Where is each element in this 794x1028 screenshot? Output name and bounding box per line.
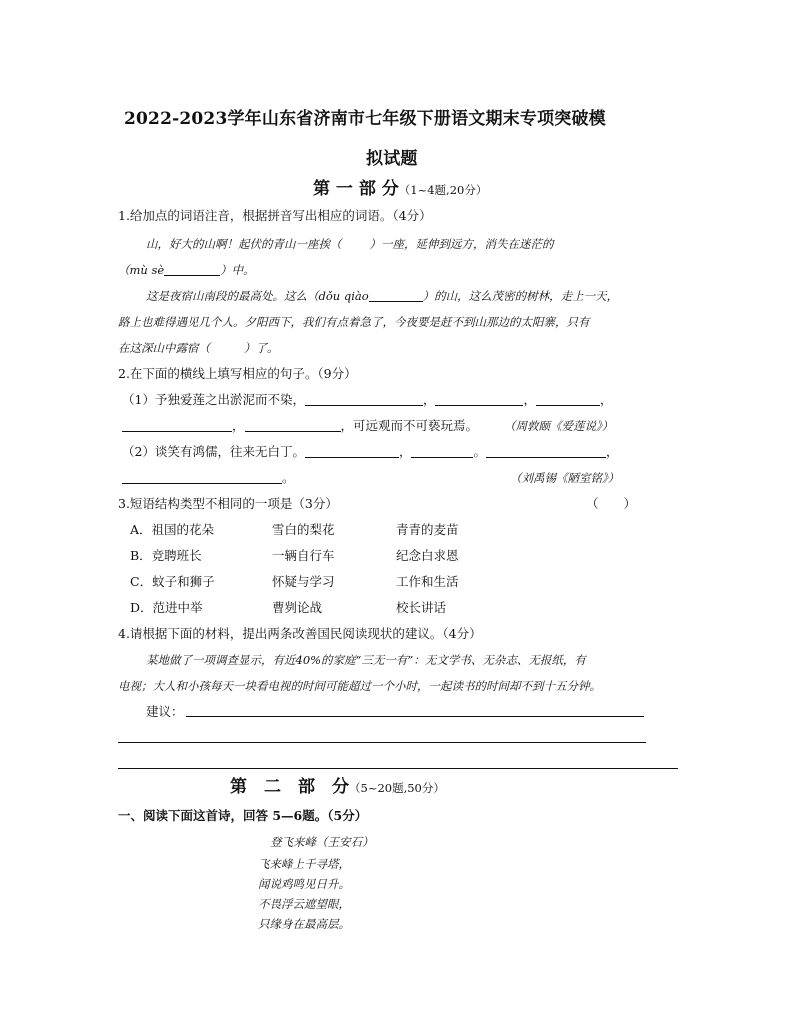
q1-stem: 1.给加点的词语注音，根据拼音写出相应的词语。（4分） <box>118 208 432 223</box>
answer-blank[interactable] <box>486 445 606 458</box>
q2-sentence2 <box>122 444 619 460</box>
part1-heading <box>313 178 487 201</box>
q1-passage-line4: 路上也难得遇见几个人。夕阳西下，我们有点着急了，今夜要是赶不到山那边的太阳寨，只有 <box>118 315 590 329</box>
q4-advice-label: 建议： <box>146 704 184 719</box>
q1-text: ）中。 <box>220 263 255 277</box>
answer-blank[interactable] <box>122 471 282 484</box>
q3-option-a-b: 雪白的梨花 <box>272 522 335 537</box>
q4-material-line1: 某地做了一项调查显示，有近40%的家庭“三无一有”：无文学书、无杂志、无报纸，有 <box>146 653 586 667</box>
q3-option-a-label: A．祖国的花朵 <box>130 522 215 537</box>
q2-text: （2）谈笑有鸿儒，往来无白丁。 <box>122 444 305 459</box>
answer-blank[interactable] <box>245 419 341 432</box>
q1-passage-line3 <box>146 288 618 304</box>
q2-source1: （周敦颐《爱莲说》） <box>504 419 614 433</box>
part2-heading <box>230 776 445 799</box>
q3-stem: 3.短语结构类型不相同的一项是（3分） <box>118 496 338 511</box>
advice-answer-line-2[interactable] <box>118 742 646 743</box>
part1-note: （1~4题,20分） <box>398 183 488 197</box>
q3-option-c-b: 怀疑与学习 <box>272 574 335 589</box>
part2-heading-text: 第 二 部 分 <box>230 777 349 797</box>
q3-option-b-label: B．竞聘班长 <box>130 548 202 563</box>
q4-material-line2: 电视；大人和小孩每天一块看电视的时间可能超过一个小时，一起读书的时间却不到十五分钟。 <box>118 679 601 693</box>
answer-blank[interactable] <box>536 393 600 406</box>
q1-text: 在这深山中露宿（ <box>118 341 210 355</box>
answer-blank[interactable] <box>305 393 423 406</box>
q3-option-a-c: 青青的麦苗 <box>396 522 459 537</box>
poem-line-3: 不畏浮云遮望眼， <box>258 897 350 911</box>
q1-pinyin: 这是夜宿山南段的最高处。这么（dǒu qiào <box>146 289 369 303</box>
q2-text: ，可远观而不可亵玩焉。 <box>340 418 479 433</box>
q1-passage-line5 <box>118 340 279 356</box>
q2-punct: ， <box>422 392 436 407</box>
answer-blank[interactable] <box>305 445 399 458</box>
q2-punct: 。 <box>473 444 486 459</box>
q3-option-c-c: 工作和生活 <box>396 574 459 589</box>
poem-line-4: 只缘身在最高层。 <box>258 917 350 931</box>
q2-punct: ， <box>523 392 536 407</box>
q2-punct: ， <box>232 418 245 433</box>
section-divider <box>118 768 678 769</box>
part1-heading-text: 第 一 部 分 <box>313 179 399 199</box>
q2-source2: （刘禹锡《陋室铭》） <box>510 471 620 485</box>
q2-punct: 。 <box>282 470 295 485</box>
exam-title-line2: 拟试题 <box>366 149 418 169</box>
answer-blank[interactable] <box>164 263 220 276</box>
q1-passage-line1 <box>146 236 554 252</box>
q3-answer-paren[interactable]: （ ） <box>586 496 637 511</box>
exam-title-line1: 2022-2023学年山东省济南市七年级下册语文期末专项突破模 <box>124 109 606 129</box>
poem-line-1: 飞来峰上千寻塔， <box>258 857 350 871</box>
section1-stem: 一、阅读下面这首诗，回答 5—6题。（5分） <box>118 808 368 823</box>
q1-text: ）一座，延伸到远方，消失在迷茫的 <box>369 237 554 251</box>
q3-option-d-c: 校长讲话 <box>396 600 447 615</box>
answer-blank[interactable] <box>369 289 423 302</box>
q2-punct: ， <box>606 444 619 459</box>
q1-pinyin: （mù sè <box>118 263 165 277</box>
q3-option-b-b: 一辆自行车 <box>272 548 335 563</box>
q2-sentence1 <box>122 392 613 408</box>
q4-stem: 4.请根据下面的材料，提出两条改善国民阅读现状的建议。（4分） <box>118 626 482 641</box>
q3-option-b-c: 纪念白求恩 <box>396 548 459 563</box>
q3-option-c-label: C．蚊子和狮子 <box>130 574 215 589</box>
answer-blank[interactable] <box>435 393 523 406</box>
q3-option-d-b: 曹刿论战 <box>272 600 323 615</box>
poem-title: 登飞来峰（王安石） <box>270 835 374 849</box>
q1-text: ）的山，这么茂密的树林，走上一天， <box>422 289 619 303</box>
q2-stem: 2.在下面的横线上填写相应的句子。（9分） <box>118 366 357 381</box>
q2-punct: ， <box>600 392 613 407</box>
q3-option-d-label: D．范进中举 <box>130 600 203 615</box>
q2-text: （1）予独爱莲之出淤泥而不染， <box>122 392 305 407</box>
part2-note: （5~20题,50分） <box>349 781 445 795</box>
q1-passage-line2 <box>118 262 255 278</box>
poem-line-2: 闻说鸡鸣见日升。 <box>258 877 350 891</box>
q2-sentence1-cont <box>122 418 478 434</box>
answer-blank[interactable] <box>411 445 473 458</box>
answer-blank[interactable] <box>122 419 232 432</box>
q1-text: 山，好大的山啊！起伏的青山一座挨（ <box>146 237 342 251</box>
q2-sentence2-cont <box>122 470 295 486</box>
advice-answer-line-1[interactable] <box>186 716 644 717</box>
q1-text: ）了。 <box>244 341 279 355</box>
q2-punct: ， <box>398 444 412 459</box>
